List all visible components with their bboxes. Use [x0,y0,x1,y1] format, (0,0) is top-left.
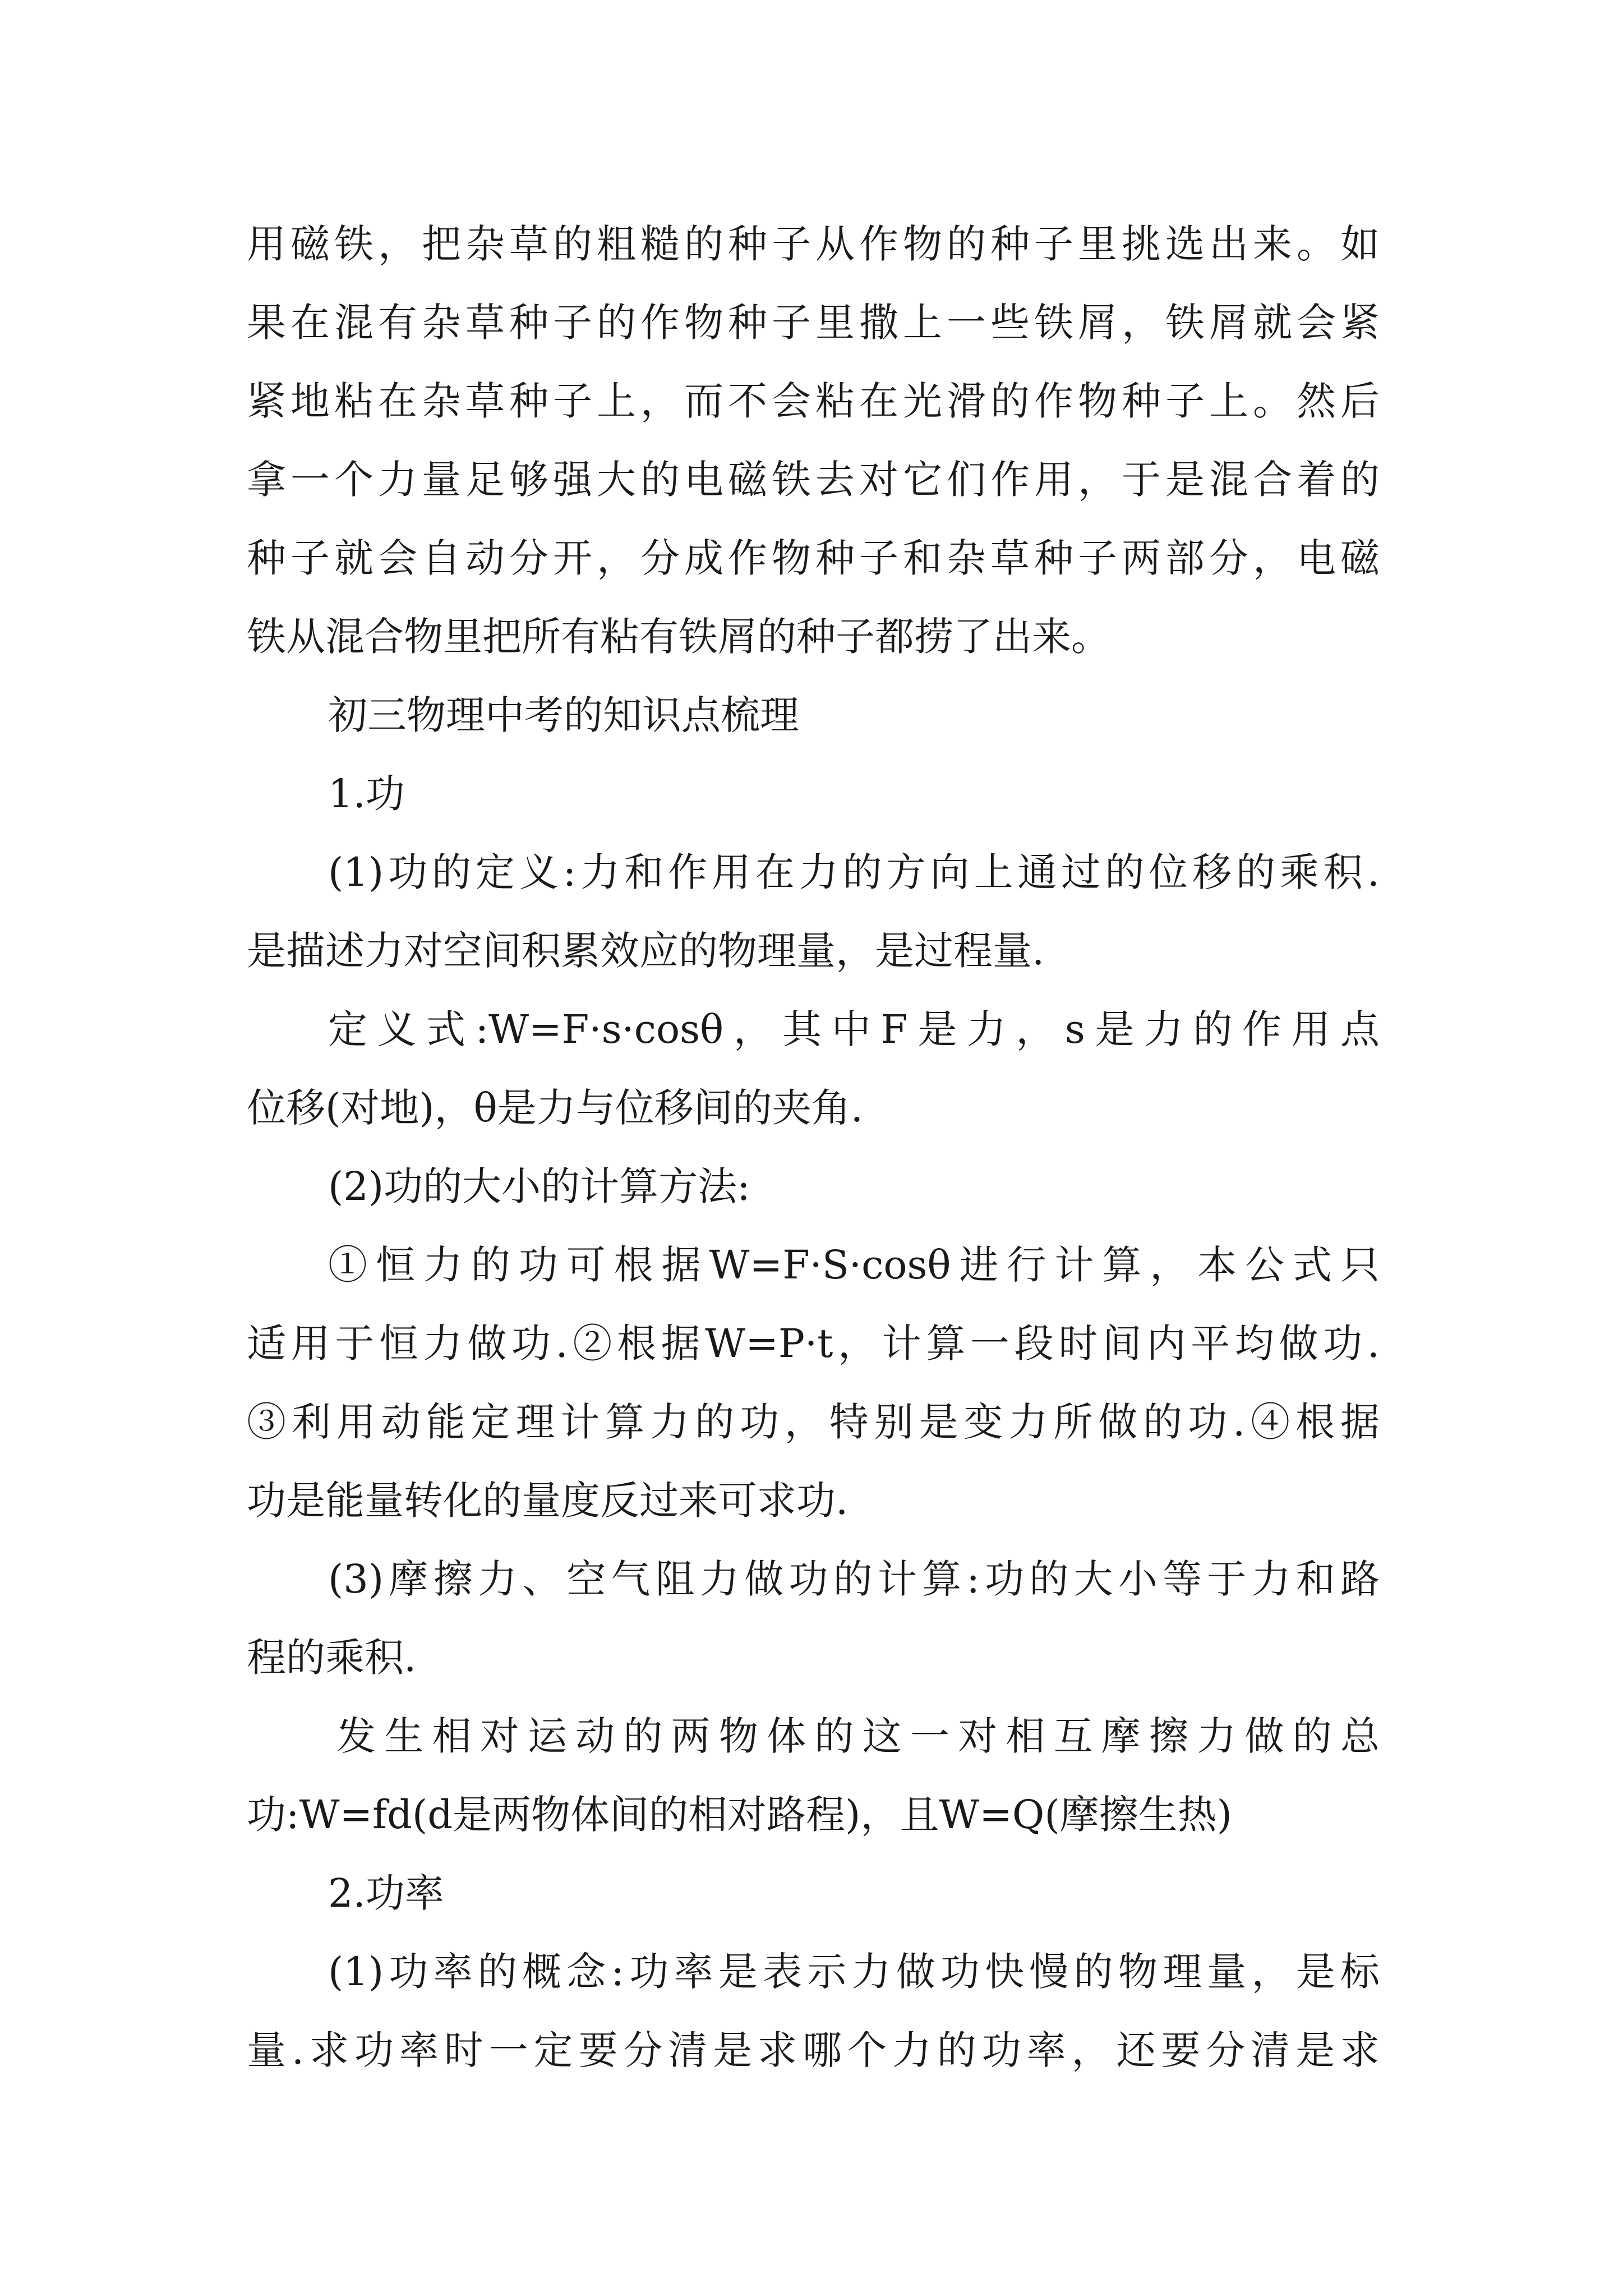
paragraph-line: 铁从混合物里把所有粘有铁屑的种子都捞了出来。 [247,614,1110,660]
paragraph-line: (1)功的定义:力和作用在力的方向上通过的位移的乘积. [328,849,1380,895]
paragraph-line: 位移(对地)，θ是力与位移间的夹角. [247,1085,864,1131]
paragraph-line: ①恒力的功可根据W=F·S·cosθ进行计算，本公式只 [328,1242,1380,1288]
paragraph-line: 紧地粘在杂草种子上，而不会粘在光滑的作物种子上。然后 [247,378,1380,424]
paragraph-line: 程的乘积. [247,1635,417,1681]
paragraph-line: 拿一个力量足够强大的电磁铁去对它们作用，于是混合着的 [247,457,1380,503]
section-heading-work: 1.功 [328,771,405,817]
paragraph-line: 功:W=fd(d是两物体间的相对路程)，且W=Q(摩擦生热) [247,1792,1232,1838]
paragraph-line: 适用于恒力做功.②根据W=P·t，计算一段时间内平均做功. [247,1320,1380,1366]
paragraph-line: 用磁铁，把杂草的粗糙的种子从作物的种子里挑选出来。如 [247,221,1380,267]
paragraph-line: 是描述力对空间积累效应的物理量，是过程量. [247,928,1045,974]
paragraph-line: 果在混有杂草种子的作物种子里撒上一些铁屑，铁屑就会紧 [247,300,1380,346]
paragraph-line: 种子就会自动分开，分成作物种子和杂草种子两部分，电磁 [247,535,1380,581]
paragraph-line: ③利用动能定理计算力的功，特别是变力所做的功.④根据 [247,1399,1380,1445]
paragraph-line: (1)功率的概念:功率是表示力做功快慢的物理量，是标 [328,1949,1380,1995]
paragraph-line: 量.求功率时一定要分清是求哪个力的功率，还要分清是求 [247,2027,1380,2073]
paragraph-line: 功是能量转化的量度反过来可求功. [247,1478,849,1524]
paragraph-line: 发生相对运动的两物体的这一对相互摩擦力做的总 [336,1713,1380,1759]
paragraph-line: (2)功的大小的计算方法: [328,1163,750,1209]
paragraph-line: (3)摩擦力、空气阻力做功的计算:功的大小等于力和路 [328,1556,1380,1602]
paragraph-line: 定义式:W=F·s·cosθ，其中F是力，s是力的作用点 [328,1006,1380,1052]
section-heading: 初三物理中考的知识点梳理 [328,692,799,738]
section-heading-power: 2.功率 [328,1870,444,1916]
